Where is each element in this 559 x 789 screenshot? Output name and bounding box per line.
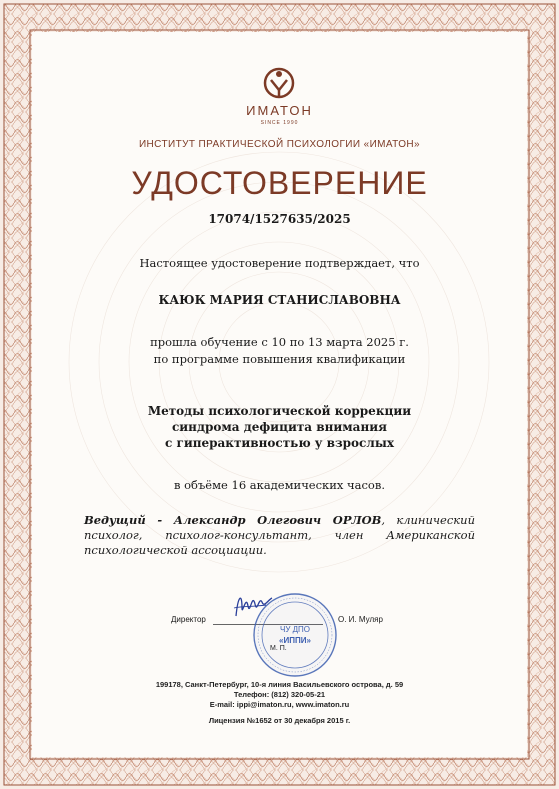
confirm-text: Настоящее удостоверение подтверждает, что	[139, 256, 420, 270]
training-text	[0, 334, 559, 368]
contact-email: E-mail: ippi@imaton.ru, www.imaton.ru	[209, 700, 350, 709]
training-dates: прошла обучение с 10 по 13 марта 2025 г.	[150, 335, 409, 349]
program-line: Методы психологической коррекции	[147, 404, 412, 418]
program-line: синдрома дефицита внимания	[171, 420, 388, 434]
lead-description: , клинический психолог, психолог-консультант, член Американской психологической ассоциации.	[84, 513, 475, 557]
lead-instructor	[84, 513, 475, 558]
director-name: О. И. Муляр	[338, 615, 383, 624]
lead-name: Ведущий - Александр Олегович ОРЛОВ	[84, 513, 382, 527]
certificate-number: 17074/1527635/2025	[208, 212, 351, 226]
institute-name: ИНСТИТУТ ПРАКТИЧЕСКОЙ ПСИХОЛОГИИ «ИМАТОН»	[138, 139, 421, 150]
recipient-name: КАЮК МАРИЯ СТАНИСЛАВОВНА	[158, 293, 401, 307]
phone: Телефон: (812) 320-05-21	[233, 690, 326, 699]
handwritten-signature-icon	[228, 586, 278, 626]
director-label: Директор	[171, 615, 206, 624]
program-title	[0, 403, 559, 451]
course-volume: в объёме 16 академических часов.	[174, 478, 385, 492]
program-line: с гиперактивностью у взрослых	[164, 436, 395, 450]
license-info: Лицензия №1652 от 30 декабря 2015 г.	[208, 716, 351, 725]
address: 199178, Санкт-Петербург, 10-я линия Васильевского острова, д. 59	[155, 680, 404, 689]
training-program-type: по программе повышения квалификации	[153, 352, 406, 366]
brand-name: ИМАТОН	[246, 103, 313, 118]
address-block	[0, 680, 559, 710]
stamp-line: ЧУ ДПО	[279, 625, 311, 634]
stamp-line: «ИППИ»	[279, 636, 311, 645]
certificate-title: УДОСТОВЕРЕНИЕ	[131, 165, 428, 201]
since-label: SINCE 1990	[260, 120, 299, 126]
imaton-logo-icon	[258, 66, 300, 100]
